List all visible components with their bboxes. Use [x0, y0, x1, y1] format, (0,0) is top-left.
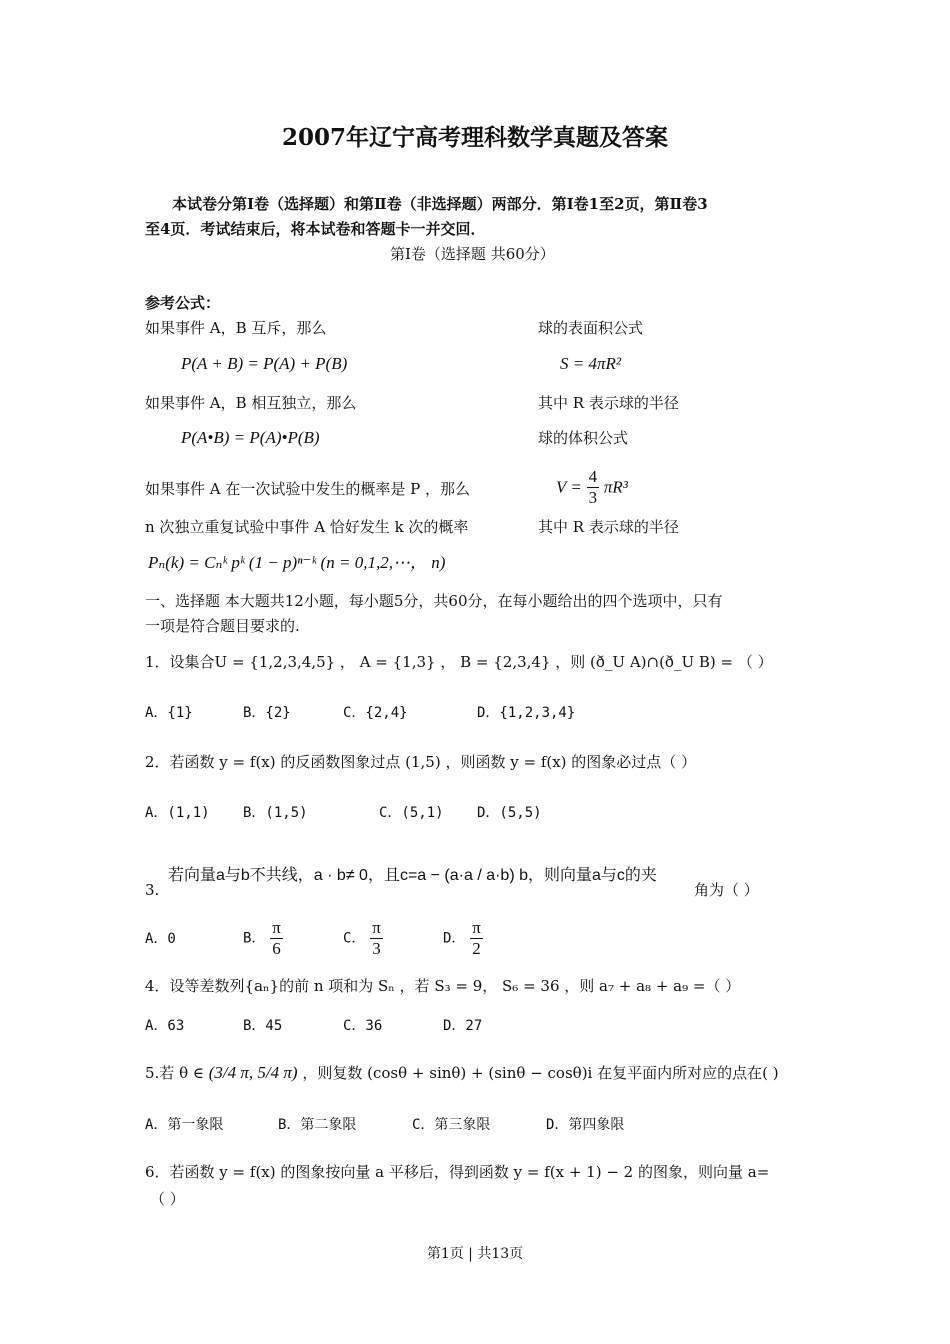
page-title: 2007年辽宁高考理科数学真题及答案 — [281, 124, 668, 151]
q3-option-d — [443, 918, 483, 959]
q3-option-d-label: D． — [443, 930, 466, 947]
page-footer: 第1页 | 共13页 — [426, 1246, 524, 1262]
q2-option-a: A．(1,1) — [145, 805, 210, 821]
formula-3: Pₙ(k) = Cₙᵏ pᵏ (1 − p)ⁿ⁻ᵏ (n = 0,1,2,⋯， n) — [148, 553, 446, 572]
q4-stem: 4．设等差数列{aₙ}的前 n 项和为 Sₙ ，若 S₃ = 9， S₆ = 36 ，则 a₇ + a₈ + a₉ =（ ） — [145, 977, 741, 995]
part1-heading: 第Ⅰ卷（选择题 共60分） — [390, 245, 555, 263]
formula-1: P(A + B) = P(A) + P(B) — [181, 354, 348, 373]
formulas-header: 参考公式： — [145, 294, 221, 312]
q3-b-num: π — [272, 918, 281, 937]
q3-number: 3. — [145, 881, 160, 899]
q5-option-c: C．第三象限 — [412, 1117, 491, 1133]
q3-d-num: π — [472, 918, 481, 937]
q4-option-d: D．27 — [443, 1018, 483, 1034]
volume-fraction-den: 3 — [588, 488, 598, 507]
formula-label-4: n 次独立重复试验中事件 A 恰好发生 k 次的概率 — [145, 518, 469, 536]
q3-option-b-label: B． — [243, 930, 266, 947]
q3-option-c-frac — [370, 918, 383, 959]
q2-stem: 2．若函数 y = f(x) 的反函数图象过点 (1,5) ，则函数 y = f(x) 的图象必过点（ ） — [145, 753, 697, 771]
right-label-3: 球的体积公式 — [538, 429, 629, 447]
q5-option-a: A．第一象限 — [145, 1117, 224, 1133]
q2-option-c: C．(5,1) — [379, 805, 444, 821]
q5-suffix: ，则复数 (cosθ + sinθ) + (sinθ − cosθ)i 在复平面内所对应的点在( ) — [302, 1064, 779, 1082]
right-formula-3 — [556, 467, 628, 511]
intro-line-2: 至4页．考试结束后，将本试卷和答题卡一并交回． — [145, 220, 486, 238]
q5-prefix: 5.若 θ ∈ — [145, 1064, 204, 1082]
q1-option-b: B．{2} — [243, 705, 291, 721]
formula-2: P(A•B) = P(A)•P(B) — [181, 428, 320, 447]
section1-line-2: 一项是符合题目要求的. — [145, 617, 300, 635]
q5-option-d: D．第四象限 — [546, 1117, 625, 1133]
q5-option-b: B．第二象限 — [278, 1117, 357, 1133]
q3-d-den: 2 — [472, 939, 481, 958]
q4-option-a: A．63 — [145, 1018, 185, 1034]
q4-option-c: C．36 — [343, 1018, 383, 1034]
section1-line-1: 一、选择题 本大题共12小题，每小题5分，共60分，在每小题给出的四个选项中，只有 — [145, 592, 723, 610]
q3-option-b — [243, 918, 283, 959]
q5-stem — [145, 1063, 779, 1083]
volume-fraction — [587, 467, 600, 508]
q4-option-b: B．45 — [243, 1018, 283, 1034]
q3-option-a: A．0 — [145, 931, 176, 947]
q3-option-b-frac — [270, 918, 283, 959]
right-formula-1: S = 4πR² — [560, 354, 621, 373]
q6-stem: 6．若函数 y = f(x) 的图象按向量 a 平移后，得到函数 y = f(x + 1) − 2 的图象，则向量 a= — [145, 1163, 770, 1181]
q2-option-d: D．(5,5) — [477, 805, 542, 821]
q3-option-d-frac — [470, 918, 483, 959]
volume-fraction-num: 4 — [588, 467, 598, 486]
volume-lhs: V = — [556, 477, 582, 497]
q3-c-den: 3 — [372, 939, 381, 958]
q5-interval: (3/4 π, 5/4 π) — [208, 1063, 298, 1082]
volume-rhs: πR³ — [603, 477, 628, 497]
formula-label-3: 如果事件 A 在一次试验中发生的概率是 P ，那么 — [145, 480, 470, 498]
right-label-2: 其中 R 表示球的半径 — [538, 394, 679, 412]
q1-option-d: D．{1,2,3,4} — [477, 705, 576, 721]
q3-c-num: π — [372, 918, 381, 937]
q1-option-c: C．{2,4} — [343, 705, 408, 721]
q1-stem: 1．设集合U = {1,2,3,4,5} ， A = {1,3} ， B = {2,3,4} ，则 (ð_U A)∩(ð_U B) = （ ） — [145, 653, 773, 671]
right-label-4: 其中 R 表示球的半径 — [538, 518, 679, 536]
intro-line-1: 本试卷分第Ⅰ卷（选择题）和第Ⅱ卷（非选择题）两部分．第Ⅰ卷1至2页，第Ⅱ卷3 — [172, 195, 708, 213]
q2-option-b: B．(1,5) — [243, 805, 308, 821]
formula-label-1: 如果事件 A，B 互斥，那么 — [145, 319, 327, 337]
q3-option-c-label: C． — [343, 930, 366, 947]
q3-tail: 角为（ ） — [694, 881, 759, 899]
formula-label-2: 如果事件 A，B 相互独立，那么 — [145, 394, 357, 412]
q3-b-den: 6 — [272, 939, 281, 958]
q1-option-a: A．{1} — [145, 705, 193, 721]
right-label-1: 球的表面积公式 — [538, 319, 644, 337]
q3-option-c — [343, 918, 383, 959]
q3-image-text: 若向量a与b不共线，a · b≠ 0，且c=a − (a·a / a·b) b，则向量a与c的夹 — [168, 867, 657, 884]
q6-tail: （ ） — [150, 1190, 185, 1208]
